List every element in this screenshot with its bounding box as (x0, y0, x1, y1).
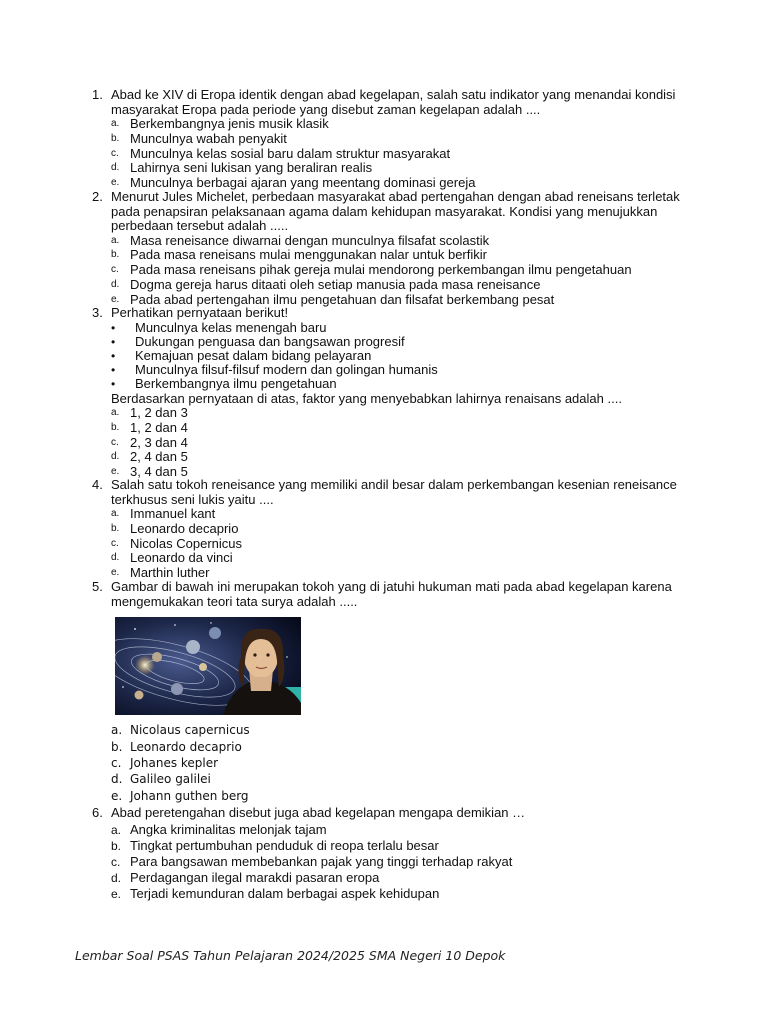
option-text: Perdagangan ilegal marakdi pasaran eropa (130, 870, 380, 886)
option-d[interactable] (111, 278, 692, 293)
question-text: Salah satu tokoh reneisance yang memiliki andil besar dalam perkembangan kesenian reneisance terkhusus seni lukis yaitu .... (111, 477, 677, 507)
option-b[interactable] (111, 132, 692, 147)
option-letter: b. (111, 739, 123, 754)
option-letter: a. (111, 118, 120, 130)
option-text: Tingkat pertumbuhan penduduk di reopa terlalu besar (130, 837, 439, 853)
option-b[interactable] (111, 522, 692, 537)
statement-list (92, 321, 692, 392)
option-letter: d. (111, 772, 123, 787)
option-text: Pada masa reneisans pihak gereja mulai mendorong perkembangan ilmu pengetahuan (130, 262, 632, 278)
option-text: 1, 2 dan 3 (130, 405, 188, 421)
option-text: Marthin luther (130, 564, 210, 580)
option-d[interactable] (111, 772, 692, 788)
option-d[interactable] (111, 871, 692, 887)
bullet-icon: • (111, 377, 116, 392)
option-text: Dogma gereja harus ditaati oleh setiap manusia pada masa reneisance (130, 276, 541, 292)
question-text: Gambar di bawah ini merupakan tokoh yang di jatuhi hukuman mati pada abad kegelapan karena mengemukakan teori tata surya adalah ..... (111, 579, 672, 609)
option-letter: e. (111, 176, 120, 188)
question-number: 2. (92, 189, 103, 204)
option-text: Terjadi kemunduran dalam berbagai aspek kehidupan (130, 886, 440, 902)
option-text: Lahirnya seni lukisan yang beraliran realis (130, 160, 373, 176)
option-letter: e. (111, 788, 123, 803)
option-text: Nicolas Copernicus (130, 535, 242, 551)
options-list (92, 117, 692, 190)
question-4 (92, 478, 692, 581)
statement-item (111, 363, 692, 377)
option-text: Munculnya berbagai ajaran yang meentang dominasi gereja (130, 174, 476, 190)
option-d[interactable] (111, 450, 692, 465)
option-letter: d. (111, 162, 120, 174)
option-c[interactable] (111, 147, 692, 162)
option-text: Angka kriminalitas melonjak tajam (130, 821, 327, 837)
page-footer: Lembar Soal PSAS Tahun Pelajaran 2024/2025 SMA Negeri 10 Depok (75, 948, 506, 963)
statement-text: Dukungan penguasa dan bangsawan progresif (135, 333, 405, 349)
option-b[interactable] (111, 248, 692, 263)
option-letter: a. (111, 407, 120, 419)
option-text: Galileo galilei (130, 772, 211, 787)
option-text: 2, 4 dan 5 (130, 449, 188, 465)
option-letter: d. (111, 871, 122, 886)
option-a[interactable] (111, 723, 692, 739)
question-number: 6. (92, 805, 103, 820)
option-a[interactable] (111, 507, 692, 522)
option-text: 2, 3 dan 4 (130, 434, 188, 450)
question-number: 3. (92, 305, 103, 320)
option-letter: b. (111, 421, 120, 433)
option-text: Immanuel kant (130, 506, 216, 522)
bullet-icon: • (111, 334, 116, 349)
option-c[interactable] (111, 436, 692, 451)
option-letter: b. (111, 838, 122, 853)
question-text: Perhatikan pernyataan berikut! (111, 305, 289, 320)
option-letter: b. (111, 132, 120, 144)
question-text: Abad ke XIV di Eropa identik dengan abad kegelapan, salah satu indikator yang menandai kondisi masyarakat Eropa pada periode yang disebut zaman kegelapan adalah .... (111, 87, 676, 117)
statement-text: Berkembangnya ilmu pengetahuan (135, 376, 337, 392)
question-5 (92, 580, 692, 805)
bullet-icon: • (111, 320, 116, 335)
option-letter: e. (111, 293, 120, 305)
options-list (92, 234, 692, 307)
option-b[interactable] (111, 421, 692, 436)
option-text: Johann guthen berg (130, 788, 249, 803)
option-letter: c. (111, 436, 119, 448)
statement-text: Munculnya filsuf-filsuf modern dan golingan humanis (135, 362, 438, 378)
option-b[interactable] (111, 740, 692, 756)
option-text: 3, 4 dan 5 (130, 463, 188, 479)
bullet-icon: • (111, 348, 116, 363)
question-number: 1. (92, 87, 103, 102)
copernicus-portrait-image (115, 617, 301, 715)
option-text: Johanes kepler (130, 755, 219, 770)
bullet-icon: • (111, 363, 116, 378)
option-a[interactable] (111, 234, 692, 249)
option-d[interactable] (111, 161, 692, 176)
statement-text: Kemajuan pesat dalam bidang pelayaran (135, 347, 372, 363)
option-letter: e. (111, 465, 120, 477)
option-e[interactable] (111, 789, 692, 805)
options-list (92, 507, 692, 580)
statement-item (111, 377, 692, 391)
option-text: Leonardo da vinci (130, 550, 233, 566)
option-text: Leonardo decaprio (130, 520, 239, 536)
statement-item (111, 335, 692, 349)
option-letter: e. (111, 566, 120, 578)
option-text: Pada abad pertengahan ilmu pengetahuan dan filsafat berkembang pesat (130, 291, 555, 307)
statement-item (111, 321, 692, 335)
option-c[interactable] (111, 756, 692, 772)
options-list (92, 406, 692, 479)
option-text: 1, 2 dan 4 (130, 419, 188, 435)
option-letter: c. (111, 755, 122, 770)
question-6 (92, 806, 692, 904)
option-e[interactable] (111, 887, 692, 903)
option-a[interactable] (111, 823, 692, 839)
question-1 (92, 88, 692, 191)
option-text: Munculnya wabah penyakit (130, 130, 287, 146)
option-letter: a. (111, 234, 120, 246)
option-letter: d. (111, 552, 120, 564)
option-b[interactable] (111, 839, 692, 855)
option-letter: e. (111, 887, 122, 902)
option-letter: b. (111, 249, 120, 261)
option-letter: b. (111, 522, 120, 534)
option-letter: c. (111, 854, 121, 869)
option-c[interactable] (111, 263, 692, 278)
option-text: Berkembangnya jenis musik klasik (130, 116, 329, 132)
option-letter: c. (111, 537, 119, 549)
option-letter: c. (111, 264, 119, 276)
statement-item (111, 349, 692, 363)
option-a[interactable] (111, 117, 692, 132)
option-letter: a. (111, 822, 122, 837)
option-a[interactable] (111, 406, 692, 421)
question-number: 5. (92, 579, 103, 594)
question-number: 4. (92, 477, 103, 492)
option-c[interactable] (111, 855, 692, 871)
option-text: Leonardo decaprio (130, 739, 242, 754)
options-list (92, 823, 692, 904)
option-d[interactable] (111, 551, 692, 566)
question-2 (92, 190, 692, 307)
option-letter: a. (111, 508, 120, 520)
option-letter: d. (111, 278, 120, 290)
statement-text: Munculnya kelas menengah baru (135, 319, 327, 335)
option-letter: d. (111, 451, 120, 463)
question-3 (92, 306, 692, 480)
option-text: Munculnya kelas sosial baru dalam struktur masyarakat (130, 145, 451, 161)
options-list (92, 723, 692, 805)
option-text: Nicolaus capernicus (130, 723, 250, 738)
option-text: Pada masa reneisans mulai menggunakan nalar untuk berfikir (130, 247, 487, 263)
question-note: Berdasarkan pernyataan di atas, faktor yang menyebabkan lahirnya renaisans adalah .... (111, 390, 622, 406)
option-text: Para bangsawan membebankan pajak yang tinggi terhadap rakyat (130, 853, 513, 869)
option-c[interactable] (111, 537, 692, 552)
question-text: Abad peretengahan disebut juga abad kegelapan mengapa demikian … (111, 805, 526, 820)
option-letter: c. (111, 147, 119, 159)
option-letter: a. (111, 723, 123, 738)
option-text: Masa reneisance diwarnai dengan munculnya filsafat scolastik (130, 232, 490, 248)
question-text: Menurut Jules Michelet, perbedaan masyarakat abad pertengahan dengan abad reneisans terletak pada penapsiran pelaksanaan agama dalam kehidupan masyarakat. Kondisi yang menujukkan perbedaan tersebut adalah ..... (111, 189, 680, 234)
